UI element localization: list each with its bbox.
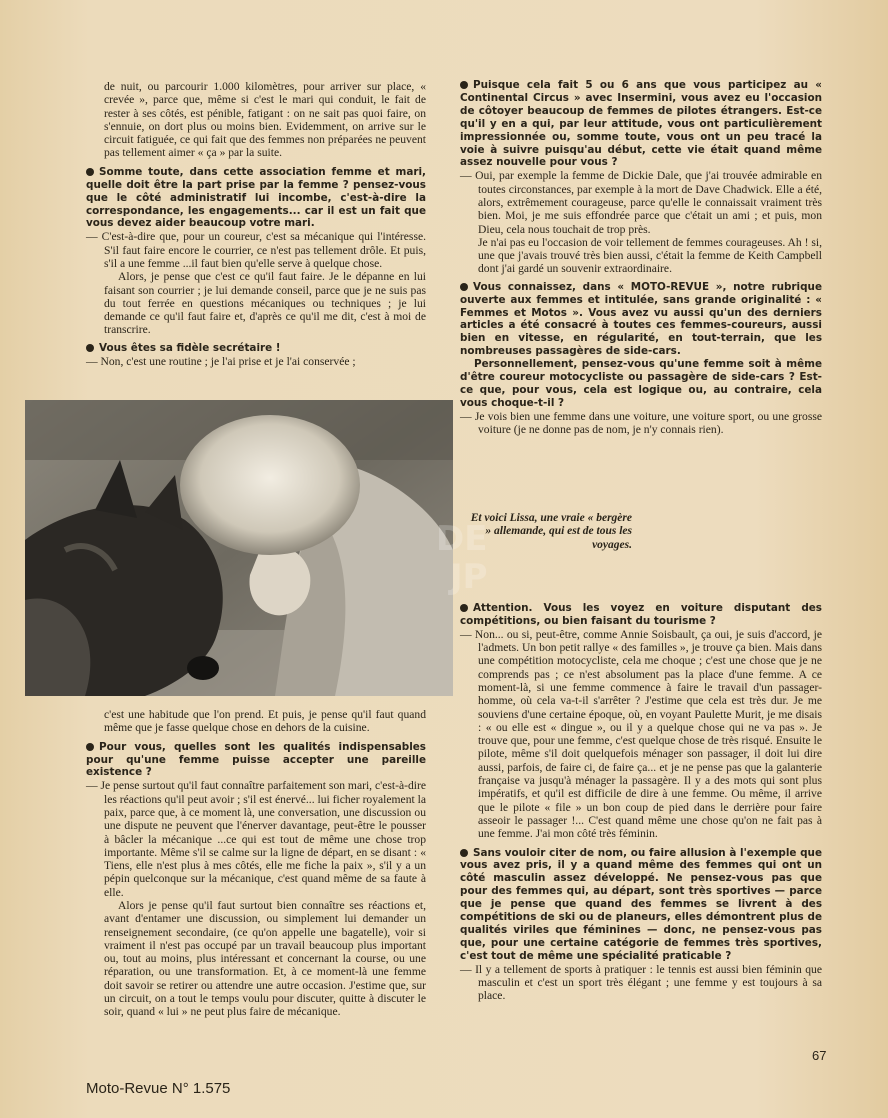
photo-image [25, 400, 453, 696]
interview-question [86, 166, 426, 231]
right-column-bottom [460, 602, 822, 1003]
answer-paragraph: — Je pense surtout qu'il faut connaître parfaitement son mari, c'est-à-dire les réactions qu'il peut avoir ; s'il est énervé... lui ficher royalement la paix, parce que, à ce moment là, une conversation, une discussion ou une dispute ne peuvent que l'énerver davantage, peut-être le pousser à bâcler la mécanique ...ce qui est tout de même une chose trop importante. Même s'il se calme sur la ligne de départ, en se disant : « Tiens, elle n'est plus à mes côtés, elle me fiche la paix », s'il y a un pépin quelconque sur la mécanique, c'est quand même de sa faute à elle. [86, 779, 426, 899]
answer-paragraph: Je n'ai pas eu l'occasion de voir tellement de femmes courageuses. Ah ! si, une que j'avais trouvé très bien aussi, c'était la femme de Keith Campbell dont j'ai gardé un souvenir extraordinaire. [478, 235, 822, 276]
bullet-icon [460, 604, 468, 612]
photo-woman-with-dog [25, 400, 453, 696]
interview-question [460, 281, 822, 358]
answer-paragraph: — Il y a tellement de sports à pratiquer : le tennis est aussi bien féminin que masculin et c'est un sport très élégant ; une femme y est toujours à sa place. [460, 962, 822, 1003]
bullet-icon [86, 344, 94, 352]
left-column-top [86, 80, 426, 368]
photo-caption: Et voici Lissa, une vraie « bergère » allemande, qui est de tous les voyages. [470, 512, 632, 551]
question-text: Puisque cela fait 5 ou 6 ans que vous participez au « Continental Circus » avec Insermini, vous avez eu l'occasion de côtoyer beaucoup de femmes de pilotes étrangers. Est-ce qu'il y en a qui, par leur attitude, vous ont particulièrement impressionnée ou, somme toute, vous ont un peu tracé la voie à suivre puisqu'au début, cette vie était quand même assez nouvelle pour vous ? [460, 79, 822, 169]
answer-paragraph: Alors, je pense que c'est ce qu'il faut faire. Je le dépanne en lui faisant son courrier ; je lui demande conseil, parce que je ne suis pas du tout ferrée en questions mécaniques ou techniques ; je lui demande ce qu'il faut faire et, d'après ce qu'il me dit, c'est à moi de transcrire. [104, 270, 426, 337]
bullet-icon [460, 849, 468, 857]
interview-question [86, 342, 426, 355]
question-text: Attention. Vous les voyez en voiture disputant des compétitions, ou bien faisant du tourisme ? [460, 602, 822, 627]
answer-paragraph: Alors je pense qu'il faut surtout bien connaître ses réactions et, avant d'entamer une discussion, ou simplement lui demander un renseignement secondaire, (ce qu'on appelle une bagatelle), voir si vraiment il n'est pas occupé par un travail beaucoup plus important ou, tout au moins, plus intéressant et concernant la course, ou une réparation, ou une transformation. Et, à ce moment-là une femme doit savoir se retirer ou attendre une autre occasion. J'estime que, sur un circuit, on a tout le temps voulu pour discuter, quitte à discuter le soir, quand « lui » ne peut plus faire de mécanique. [104, 898, 426, 1019]
svg-text:JP: JP [450, 557, 488, 597]
interview-question [460, 847, 822, 963]
interview-question [460, 602, 822, 628]
answer-paragraph: — Oui, par exemple la femme de Dickie Dale, que j'ai trouvée admirable en toutes circonstances, par exemple à la mort de Dave Chadwick. Elle a été, alors, extrêmement courageuse, parce qu'elle le connaissait vraiment très bien. Moi, je me suis effondrée parce que c'était un ami ; et puis, mon Dieu, cela nous touchait de trop près. [460, 169, 822, 236]
question-text: Somme toute, dans cette association femme et mari, quelle doit être la part prise par la femme ? pensez-vous que le côté administratif lui incombe, c'est-à-dire la correspondance, les engagements... car il est un fait que vous devez aider beaucoup votre mari. [86, 165, 426, 230]
answer-paragraph: — Non... ou si, peut-être, comme Annie Soisbault, ça oui, je suis d'accord, je l'admets. Un bon petit rallye « des familles », je trouve ça bien. Mais dans une compétition motocycliste, cela me choque ; c'est une chose que je ne comprends pas ; ce n'est absolument pas la place d'une femme. A ce moment-là, si une femme commence à faire le travail d'un passager-homme, où cela va-t-il s'arrêter ? J'estime que cela est très dur. Je me souviens d'une certaine époque, où, en voyant Paulette Murit, je me disais : « ou elle est « dingue », ou il y a quelque chose qui ne va pas ». Je trouve que, pour une femme, c'est quelque chose de très risqué. Ensuite le pilote, même s'il doit quelquefois ménager son passager, il doit lui dire aussi, parfois, de faire ci, de faire ça... et je ne pense pas que la galanterie française va jusqu'à ménager la passagère. Il y a des mots qui sont plus impératifs, et qu'il est difficile de dire à une femme. Ou même, il arrive que le pilote « file » un bon coup de pied dans le derrière pour faire asseoir le passager !... C'est quand même une chose qu'on ne fait pas à une femme. J'ai mon côté très féminin. [460, 627, 822, 841]
answer-paragraph: — Non, c'est une routine ; je l'ai prise et je l'ai conservée ; [86, 354, 356, 368]
question-text: Pour vous, quelles sont les qualités indispensables pour qu'une femme puisse accepter une pareille existence ? [86, 740, 426, 779]
bullet-icon [460, 283, 468, 291]
interview-question-cont: Personnellement, pensez-vous qu'une femme soit à même d'être coureur motocycliste ou passagère de side-cars ? Est-ce que, pour vous, cela est logique ou, au contraire, cela vous choque-t-il ? [460, 358, 822, 409]
bullet-icon [460, 81, 468, 89]
question-text: Vous êtes sa fidèle secrétaire ! [99, 341, 281, 354]
bullet-icon [86, 743, 94, 751]
bullet-icon [86, 168, 94, 176]
right-column-top [460, 79, 822, 436]
interview-question [460, 79, 822, 169]
interview-question [86, 741, 426, 780]
answer-paragraph: — C'est-à-dire que, pour un coureur, c'est sa mécanique qui l'intéresse. S'il faut faire encore le courrier, ce n'est pas tellement drôle. Et puis, s'il a une femme ...il faut bien qu'elle serve à quelque chose. [86, 230, 426, 270]
question-text: Vous connaissez, dans « MOTO-REVUE », notre rubrique ouverte aux femmes et intitulée, sans grande originalité : « Femmes et Motos ». Vous avez vu aussi qu'un des derniers articles a été consacré à toutes ces femmes-coureurs, aussi bien en vitesse, en régularité, en tout-terrain, que les nombreuses passagères de side-cars. [460, 280, 822, 358]
question-text: Sans vouloir citer de nom, ou faire allusion à l'exemple que vous avez pris, il y a quand même des femmes qui ont un côté masculin assez développé. Ne pensez-vous pas que pour des femmes qui, au départ, sont très sportives — parce que je pense que quand des femmes se livrent à des compétitions de ski ou de planeurs, elles démontrent plus de qualités viriles que féminines — donc, ne pensez-vous pas que, pour une certaine catégorie de femmes très sportives, c'est tout de même une spécialité praticable ? [460, 846, 822, 962]
page-number: 67 [812, 1048, 827, 1063]
left-column-bottom [86, 708, 426, 1019]
svg-text:DE: DE [436, 519, 488, 559]
answer-paragraph: c'est une habitude que l'on prend. Et puis, je pense qu'il faut quand même que je fasse quelque chose en dehors de la cuisine. [104, 708, 426, 735]
answer-paragraph: — Je vois bien une femme dans une voiture, une voiture sport, ou une grosse voiture (je ne donne pas de nom, je n'y connais rien). [460, 409, 822, 437]
paragraph: de nuit, ou parcourir 1.000 kilomètres, pour arriver sur place, « crevée », parce que, même si c'est le mari qui conduit, le fait de rester à ses côtés, est pénible, fatigant : on ne sait pas quoi faire, on s'ennuie, on dort plus ou moins bien. Evidemment, on arrive sur le circuit fatiguée, ce qui fait que des femmes non préparées ne peuvent pas tellement aimer « ça » par la suite. [104, 80, 426, 160]
magazine-footer: Moto-Revue N° 1.575 [86, 1080, 231, 1097]
